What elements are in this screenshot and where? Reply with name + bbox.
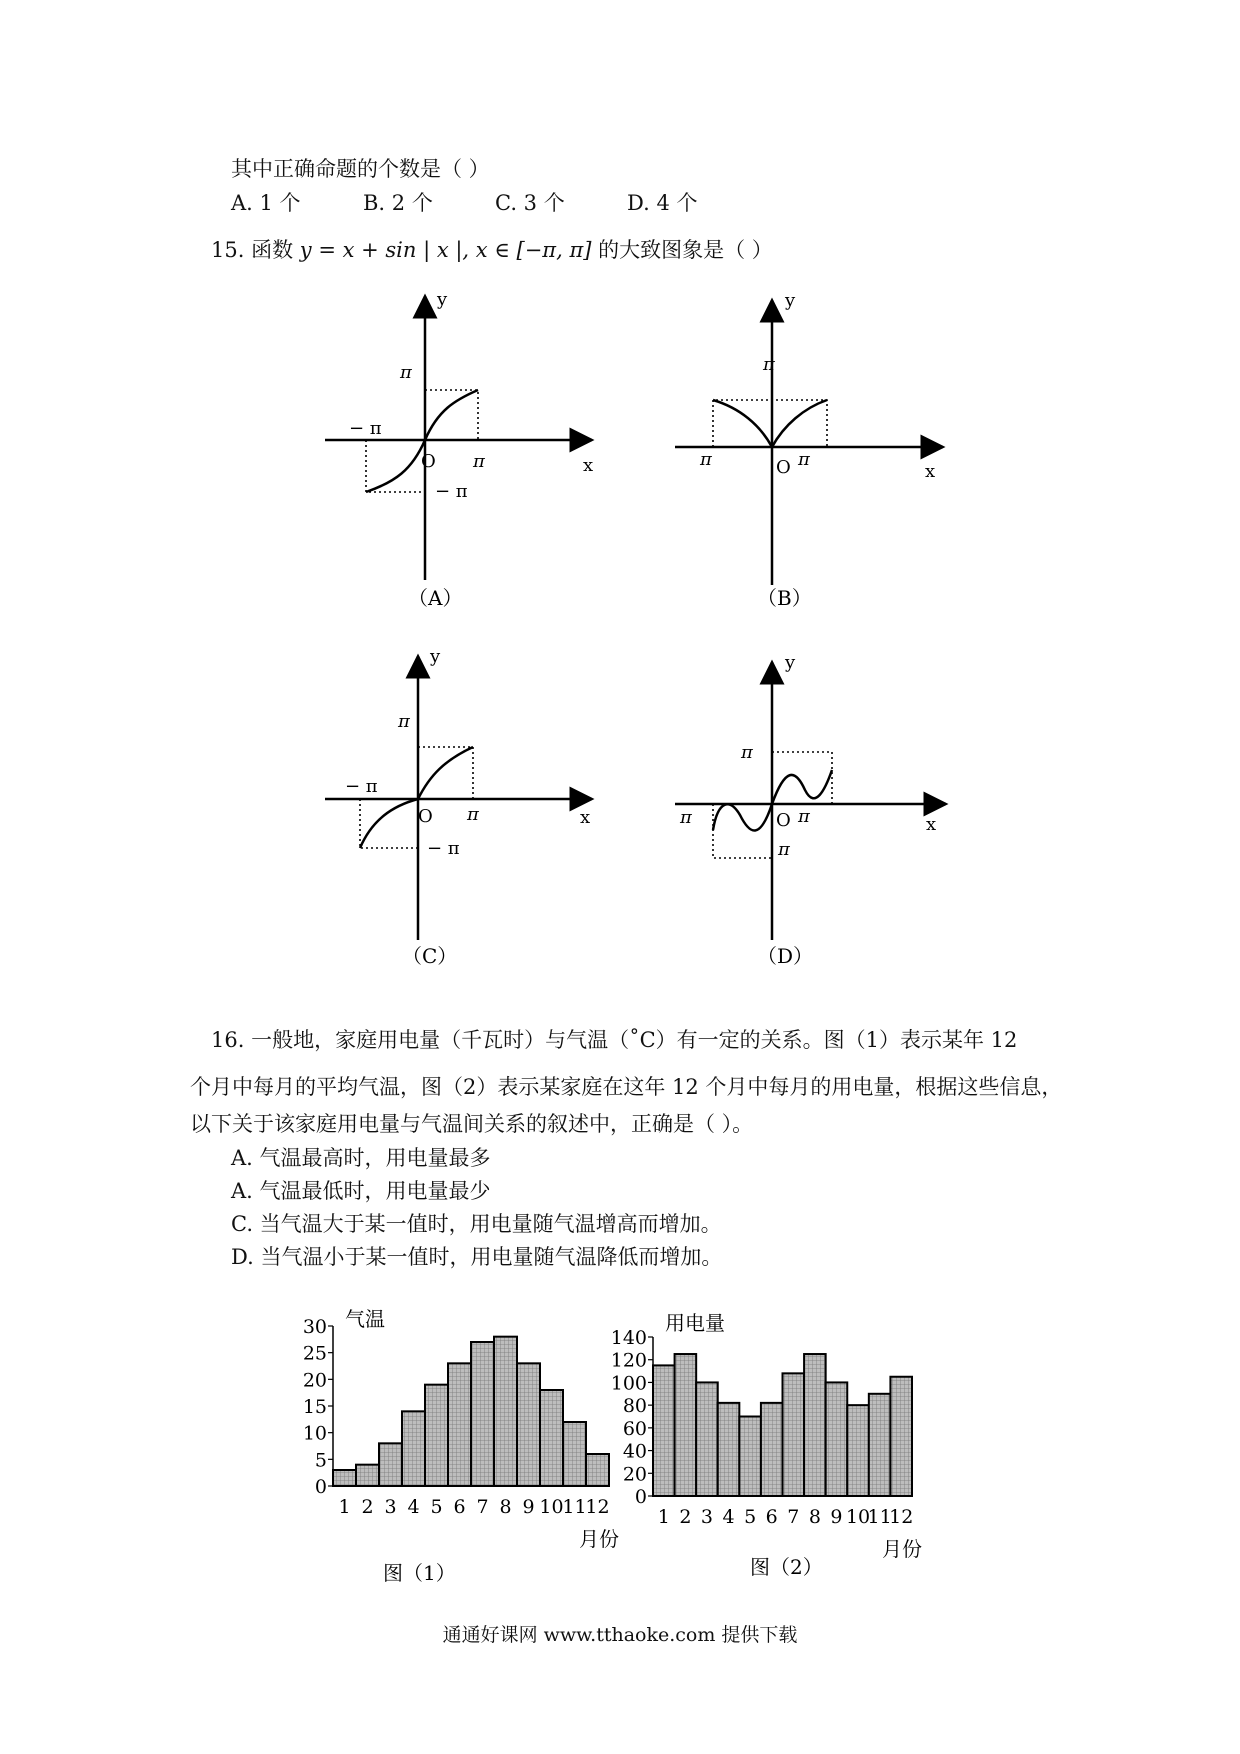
electricity-bar [675, 1354, 697, 1496]
electricity-xtick-label: 6 [765, 1506, 778, 1528]
electricity-ytick-label: 100 [610, 1372, 647, 1395]
q14-option-d: D. 4 个 [627, 191, 698, 215]
temperature-xtick-label: 9 [522, 1496, 535, 1518]
electricity-ytick-label: 40 [622, 1440, 647, 1463]
temperature-ytick-label: 0 [314, 1476, 327, 1498]
q14-prompt: 其中正确命题的个数是（ ） [231, 157, 490, 181]
electricity-chart [611, 1311, 922, 1579]
graph-d-pi-x: π [798, 806, 810, 827]
q15-graphs [0, 270, 1240, 990]
temperature-bar [494, 1337, 517, 1486]
q15-number: 15. [211, 238, 245, 262]
graph-d-negpi-y: π [778, 839, 790, 860]
q14-option-c: C. 3 个 [495, 191, 565, 215]
electricity-ytick-label: 0 [634, 1486, 647, 1508]
graph-c-y-label: y [430, 646, 441, 667]
temperature-xtick-label: 4 [407, 1496, 420, 1518]
electricity-bar [890, 1377, 912, 1496]
q16-option-c: C. 当气温大于某一值时，用电量随气温增高而增加。 [231, 1212, 722, 1236]
temperature-xtick-label: 12 [585, 1496, 610, 1518]
electricity-bar [783, 1373, 805, 1496]
temperature-bar [425, 1385, 448, 1486]
q15-formula: y = x + sin | x |, x ∈ [−π, π] [299, 238, 592, 262]
electricity-xtick-label: 2 [679, 1506, 692, 1528]
electricity-bar [826, 1382, 848, 1496]
temperature-chart [303, 1307, 619, 1585]
electricity-bar [804, 1354, 826, 1496]
temperature-bar [517, 1363, 540, 1486]
graph-c [325, 646, 592, 968]
q15-stem-a: 函数 [251, 238, 300, 262]
temperature-xtick-label: 1 [338, 1496, 351, 1518]
electricity-xtick-label: 7 [787, 1506, 800, 1528]
temperature-ytick-label: 25 [302, 1342, 327, 1365]
electricity-xtick-label: 3 [700, 1506, 714, 1528]
q16-line1: 16. 一般地，家庭用电量（千瓦时）与气温（˚C）有一定的关系。图（1）表示某年 12 [211, 1028, 1018, 1052]
electricity-xtick-label: 4 [722, 1506, 735, 1528]
graph-b [675, 290, 943, 610]
temperature-bar [448, 1363, 471, 1486]
electricity-ytick-label: 20 [622, 1463, 647, 1486]
temperature-xtick-label: 5 [430, 1496, 443, 1518]
temperature-bar [471, 1342, 494, 1486]
graph-b-caption: （B） [757, 586, 812, 610]
electricity-xlabel: 月份 [882, 1537, 922, 1561]
electricity-xtick-label: 1 [657, 1506, 670, 1528]
electricity-xtick-label: 11 [867, 1506, 892, 1528]
electricity-caption: 图（2） [750, 1555, 823, 1579]
q16-option-d: D. 当气温小于某一值时，用电量随气温降低而增加。 [231, 1245, 723, 1269]
electricity-bar [718, 1403, 740, 1496]
electricity-bar [761, 1403, 783, 1496]
temperature-ytick-label: 20 [302, 1369, 327, 1392]
electricity-bar [869, 1394, 891, 1496]
footer: 通通好课网 www.tthaoke.com 提供下载 [442, 1624, 798, 1646]
graph-a-pi-y: π [400, 362, 412, 383]
graph-b-pi-y: π [763, 354, 775, 375]
temperature-xlabel: 月份 [579, 1527, 619, 1551]
graph-a-origin: O [421, 451, 436, 472]
q15-stem-b: 的大致图象是（ ） [591, 238, 773, 262]
electricity-bar [696, 1382, 718, 1496]
temperature-bar [356, 1465, 379, 1486]
temperature-xtick-label: 10 [539, 1496, 564, 1518]
graph-b-curve [713, 400, 827, 447]
graph-b-x-label: x [925, 461, 936, 482]
graph-a-pi-x: π [473, 451, 485, 472]
temperature-bar [586, 1454, 609, 1486]
temperature-ytick-label: 30 [302, 1316, 327, 1338]
temperature-bar [402, 1411, 425, 1486]
temperature-xtick-label: 6 [453, 1496, 466, 1518]
electricity-bar [847, 1405, 869, 1496]
graph-c-guide-neg [360, 799, 418, 848]
electricity-xtick-label: 5 [744, 1506, 757, 1528]
q15-stem [211, 234, 773, 264]
graph-d-guide-neg [713, 804, 772, 858]
electricity-ytick-label: 80 [622, 1395, 647, 1418]
graph-c-negpi-x: − π [345, 776, 378, 797]
q16-line2: 个月中每月的平均气温，图（2）表示某家庭在这年 12 个月中每月的用电量，根据这些信息， [190, 1075, 1063, 1099]
q16-option-a2: A. 气温最低时，用电量最少 [231, 1179, 491, 1203]
electricity-xtick-label: 12 [889, 1506, 914, 1528]
graph-b-negpi-x: π [700, 449, 712, 470]
graph-d-negpi-x: π [680, 807, 692, 828]
electricity-ytick-label: 140 [610, 1327, 647, 1349]
graph-a-negpi-x: − π [349, 418, 382, 439]
graph-a-x-label: x [583, 455, 594, 476]
temperature-xtick-label: 7 [476, 1496, 489, 1518]
graph-d-guide [772, 752, 832, 804]
graph-b-y-label: y [785, 290, 796, 311]
graph-c-caption: （C） [402, 944, 458, 968]
graph-d [675, 652, 946, 968]
graph-a [325, 289, 593, 610]
q14-option-a: A. 1 个 [231, 191, 301, 215]
temperature-ytick-label: 5 [314, 1449, 327, 1472]
electricity-title: 用电量 [665, 1311, 725, 1335]
q16-option-a1: A. 气温最高时，用电量最多 [231, 1146, 491, 1170]
temperature-xtick-label: 11 [562, 1496, 587, 1518]
graph-a-guide-neg [366, 440, 425, 492]
temperature-xtick-label: 2 [361, 1496, 374, 1518]
graph-d-caption: （D） [757, 944, 814, 968]
temperature-bar [540, 1390, 563, 1486]
graph-c-origin: O [418, 806, 433, 827]
graph-d-origin: O [776, 810, 791, 831]
graph-c-curve [360, 747, 473, 848]
temperature-ytick-label: 10 [302, 1422, 327, 1445]
graph-c-pi-x: π [467, 804, 479, 825]
electricity-xtick-label: 8 [808, 1506, 821, 1528]
graph-a-negpi-y: − π [435, 481, 468, 502]
temperature-xtick-label: 8 [499, 1496, 512, 1518]
temperature-bar [379, 1443, 402, 1486]
q14-option-b: B. 2 个 [363, 191, 433, 215]
q16-charts [0, 1300, 1240, 1610]
temperature-bar [333, 1470, 356, 1486]
graph-d-x-label: x [926, 814, 937, 835]
electricity-xtick-label: 9 [830, 1506, 843, 1528]
temperature-ytick-label: 15 [302, 1396, 327, 1418]
graph-a-caption: （A） [408, 586, 463, 610]
graph-c-pi-y: π [398, 711, 410, 732]
graph-c-negpi-y: − π [427, 838, 460, 859]
electricity-xtick-label: 10 [845, 1506, 871, 1528]
q16-line3: 以下关于该家庭用电量与气温间关系的叙述中，正确是（ ）。 [190, 1112, 754, 1136]
temperature-bar [563, 1422, 586, 1486]
graph-c-x-label: x [580, 807, 591, 828]
graph-d-y-label: y [785, 652, 796, 673]
electricity-ytick-label: 120 [610, 1349, 647, 1372]
electricity-ytick-label: 60 [622, 1417, 647, 1440]
electricity-bar [653, 1365, 675, 1496]
temperature-caption: 图（1） [383, 1561, 456, 1585]
graph-c-guide [418, 747, 473, 799]
graph-d-pi-y: π [741, 742, 753, 763]
graph-b-origin: O [776, 457, 791, 478]
electricity-bar [739, 1417, 761, 1497]
graph-a-y-label: y [437, 289, 448, 310]
temperature-xtick-label: 3 [384, 1496, 397, 1518]
graph-a-guide [425, 390, 478, 440]
temperature-title: 气温 [345, 1307, 385, 1331]
graph-b-pi-x: π [798, 449, 810, 470]
